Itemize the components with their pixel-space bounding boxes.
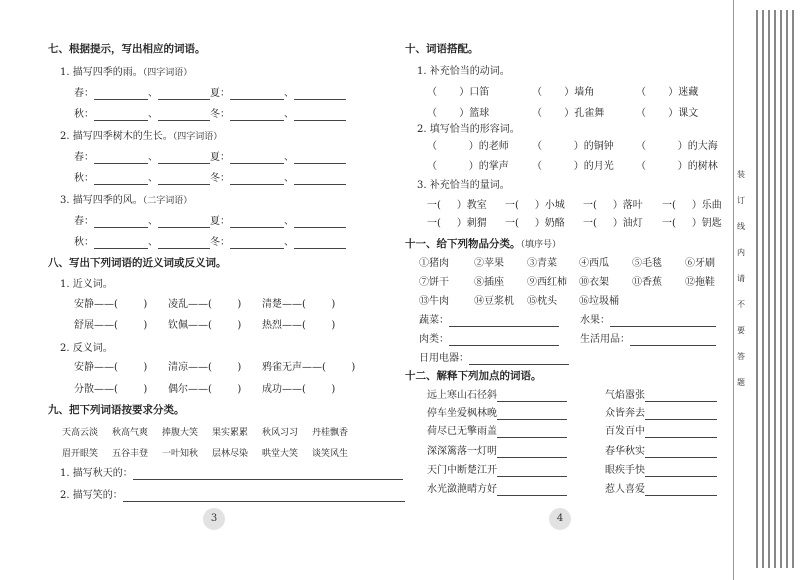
measure-item: 一( ）教室 [427,200,487,211]
s7-q2-autumn: 秋： 、 [74,173,210,185]
item: ⑬牛肉 [419,296,449,307]
idiom-line: 气焰嚣张 [605,390,717,402]
item: ②苹果 [474,258,504,269]
verb-item: （ ）篮球 [427,108,490,119]
adj-item: （ ）的掌声 [427,161,509,172]
s8-ant-item: 偶尔——( ) [168,384,242,395]
s7-q1-autumn: 秋： 、 [74,109,210,121]
s9-word: 五谷丰登 [112,449,149,459]
measure-item: 一( ）钥匙 [662,218,722,229]
s8-syn-item: 舒展——( ) [74,320,148,331]
margin-stripe [774,10,776,568]
s10-q3: 3. 补充恰当的量词。 [417,180,510,191]
item: ①猪肉 [419,258,449,269]
s9-word: 丹桂飘香 [312,428,349,438]
section-11-title: 十一、给下列物品分类。（填序号） [405,238,562,250]
binding-char: 要 [737,326,745,335]
s8-ant-label: 2. 反义词。 [60,343,113,354]
measure-item: 一( ）油灯 [583,218,643,229]
s9-word: 眉开眼笑 [62,449,99,459]
item: ⑯垃圾桶 [579,296,619,307]
idiom-line: 眼疾手快 [605,465,717,477]
s7-q1-winter: 冬： 、 [210,109,346,121]
idiom-line: 百发百中 [605,426,717,438]
verb-item: （ ）口笛 [427,87,490,98]
adj-item: （ ）的铜钟 [532,141,614,152]
s8-syn-item: 热烈——( ) [262,320,336,331]
measure-item: 一( ）乐曲 [662,200,722,211]
verb-item: （ ）课文 [636,108,699,119]
adj-item: （ ）的月光 [532,161,614,172]
verb-item: （ ）迷藏 [636,87,699,98]
s8-ant-item: 安静——( ) [74,362,148,373]
adj-item: （ ）的老师 [427,141,509,152]
binding-char: 订 [737,196,745,205]
margin-stripe [792,10,794,568]
item: ⑤毛毯 [632,258,662,269]
item: ⑭豆浆机 [474,296,514,307]
cat-vegetable: 蔬菜： [419,315,559,327]
idiom-line: 惹人喜爱 [605,484,717,496]
margin-stripe [780,10,782,568]
item: ⑧插座 [474,277,504,288]
s9-word: 天高云淡 [62,428,99,438]
cat-meat: 肉类： [419,334,559,346]
margin-stripe [762,10,764,568]
item: ⑦饼干 [419,277,449,288]
s7-q2-winter: 冬： 、 [210,173,346,185]
s7-q1-spring: 春： 、 [74,88,210,100]
verb-item: （ ）孔雀舞 [532,108,605,119]
s7-q2-summer: 夏： 、 [210,152,346,164]
measure-item: 一( ）小城 [505,200,565,211]
section-9-title: 九、把下列词语按要求分类。 [48,404,185,416]
item: ⑩衣架 [579,277,609,288]
poem-line: 深深篱落一灯明 [427,446,567,458]
s7-q3-winter: 冬： 、 [210,237,346,249]
section-7-title: 七、根据提示，写出相应的词语。 [48,43,206,55]
binding-margin [733,0,800,580]
cat-appliance: 日用电器： [419,353,569,365]
binding-char: 内 [737,248,745,257]
margin-stripe [756,10,758,568]
s7-q1: 1. 描写四季的雨。（四字词语） [60,67,193,78]
s9-word: 捧腹大笑 [162,428,199,438]
s8-ant-item: 清凉——( ) [168,362,242,373]
s8-syn-label: 1. 近义词。 [60,279,113,290]
s8-ant-item: 成功——( ) [262,384,336,395]
item: ③青菜 [527,258,557,269]
section-12-title: 十二、解释下列加点的词语。 [405,370,542,382]
poem-line: 荷尽已无擎雨盖 [427,426,567,438]
margin-stripe [768,10,770,568]
binding-char: 请 [737,274,745,283]
s8-syn-item: 清楚——( ) [262,299,336,310]
s7-q2: 2. 描写四季树木的生长。（四字词语） [60,131,223,142]
page-number: 4 [549,508,571,530]
s10-q2: 2. 填写恰当的形容词。 [417,124,520,135]
page-number: 3 [203,508,225,530]
verb-item: （ ）墙角 [532,87,595,98]
poem-line: 远上寒山石径斜 [427,390,567,402]
measure-item: 一( ）刺猬 [427,218,487,229]
section-8-title: 八、写出下列词语的近义词或反义词。 [48,257,227,269]
s9-word: 果实累累 [212,428,249,438]
s9-word: 层林尽染 [212,449,249,459]
item: ⑪香蕉 [632,277,662,288]
item: ⑨西红柿 [527,277,567,288]
idiom-line: 众皆奔去 [605,408,717,420]
adj-item: （ ）的树林 [636,161,718,172]
s7-q3-spring: 春： 、 [74,216,210,228]
s8-ant-item: 鸦雀无声——( ) [262,362,356,373]
s7-q2-spring: 春： 、 [74,152,210,164]
adj-item: （ ）的大海 [636,141,718,152]
measure-item: 一( ）奶酪 [505,218,565,229]
s7-q3-autumn: 秋： 、 [74,237,210,249]
s8-syn-item: 凌乱——( ) [168,299,242,310]
s8-syn-item: 安静——( ) [74,299,148,310]
poem-line: 水光潋滟晴方好 [427,484,567,496]
item: ⑮枕头 [527,296,557,307]
s9-q1: 1. 描写秋天的： [60,468,403,480]
item: ④西瓜 [579,258,609,269]
s9-word: 哄堂大笑 [262,449,299,459]
s10-q1: 1. 补充恰当的动词。 [417,66,510,77]
s7-q3-summer: 夏： 、 [210,216,346,228]
measure-item: 一( ）落叶 [583,200,643,211]
s9-word: 谈笑风生 [312,449,349,459]
s7-q3: 3. 描写四季的风。（二字词语） [60,195,193,206]
s9-word: 秋高气爽 [112,428,149,438]
idiom-line: 春华秋实 [605,446,717,458]
margin-stripe [786,10,788,568]
poem-line: 天门中断楚江开 [427,465,567,477]
binding-char: 题 [737,378,745,387]
s9-word: 秋风习习 [262,428,299,438]
binding-char: 装 [737,170,745,179]
s7-q1-summer: 夏： 、 [210,88,346,100]
s9-q2: 2. 描写笑的： [60,490,405,502]
s8-ant-item: 分散——( ) [74,384,148,395]
binding-char: 答 [737,352,745,361]
right-page [400,0,725,580]
poem-line: 停车坐爱枫林晚 [427,408,567,420]
section-10-title: 十、词语搭配。 [405,43,479,55]
binding-char: 线 [737,222,745,231]
item: ⑥牙刷 [685,258,715,269]
cat-fruit: 水果： [580,315,716,327]
s8-syn-item: 钦佩——( ) [168,320,242,331]
cat-daily: 生活用品： [580,334,716,346]
binding-char: 不 [737,300,745,309]
s9-word: 一叶知秋 [162,449,199,459]
item: ⑫拖鞋 [685,277,715,288]
